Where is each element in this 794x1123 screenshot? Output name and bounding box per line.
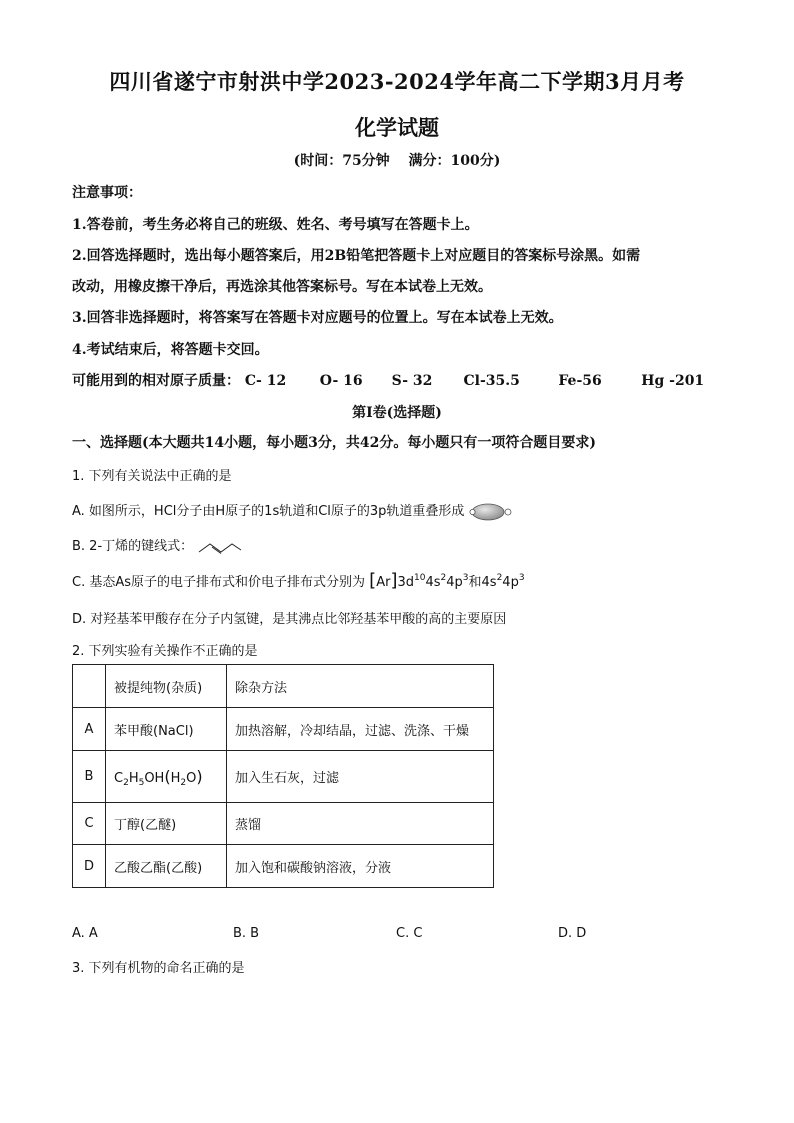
mass-s: S- 32 bbox=[391, 373, 433, 389]
q1-option-c: C. 基态As原子的电子排布式和价电子排布式分别为 $[Ar]3d^{10}4s^24p^3$和$4s^24p^3$ bbox=[72, 570, 525, 591]
mass-fe: Fe-56 bbox=[558, 373, 602, 389]
mass-hg: Hg -201 bbox=[641, 373, 705, 389]
2-butene-skeletal-icon bbox=[197, 539, 243, 555]
row-item: 丁醇(乙醚) bbox=[106, 803, 227, 845]
row-label: A bbox=[73, 708, 106, 751]
notice-item-1: 1.答卷前，考生务必将自己的班级、姓名、考号填写在答题卡上。 bbox=[72, 217, 479, 233]
row-method: 蒸馏 bbox=[227, 803, 494, 845]
orbital-overlap-icon bbox=[469, 502, 513, 522]
notice-item-3: 3.回答非选择题时，将答案写在答题卡对应题号的位置上。写在本试卷上无效。 bbox=[72, 310, 563, 326]
exam-title: 四川省遂宁市射洪中学2023-2024学年高二下学期3月月考 bbox=[109, 69, 685, 94]
row-method: 加热溶解，冷却结晶，过滤、洗涤、干燥 bbox=[227, 708, 494, 751]
table-header-cell bbox=[73, 665, 106, 708]
q2-option-c: C. C bbox=[396, 926, 423, 941]
q3-stem: 3. 下列有机物的命名正确的是 bbox=[72, 961, 245, 976]
q1-option-d: D. 对羟基苯甲酸存在分子内氢键，是其沸点比邻羟基苯甲酸的高的主要原因 bbox=[72, 612, 507, 627]
right-bracket: ] bbox=[390, 570, 398, 591]
notice-item-2: 2.回答选择题时，选出每小题答案后，用2B铅笔把答题卡上对应题目的答案标号涂黑。如需 bbox=[72, 248, 641, 264]
table-row bbox=[73, 751, 494, 803]
ethanol-water-formula: $C_2H_5OH(H_2O)$ bbox=[106, 751, 227, 803]
atomic-mass-line bbox=[72, 370, 704, 390]
table-header-row bbox=[73, 665, 494, 708]
subject-title: 化学试题 bbox=[355, 115, 439, 140]
row-label: C bbox=[73, 803, 106, 845]
row-item: 乙酸乙酯(乙酸) bbox=[106, 845, 227, 888]
mass-o: O- 16 bbox=[319, 373, 363, 389]
q1-option-a-text: A. 如图所示，HCl分子由H原子的1s轨道和Cl原子的3p轨道重叠形成 bbox=[72, 504, 465, 519]
row-method: 加入饱和碳酸钠溶液，分液 bbox=[227, 845, 494, 888]
atomic-mass-label: 可能用到的相对原子质量： bbox=[72, 373, 240, 389]
notice-item-2-cont: 改动，用橡皮擦干净后，再选涂其他答案标号。写在本试卷上无效。 bbox=[72, 279, 492, 295]
mass-c: C- 12 bbox=[244, 373, 287, 389]
q2-option-d: D. D bbox=[558, 926, 587, 941]
time-info: (时间：75分钟 满分：100分) bbox=[293, 153, 501, 169]
q1-stem: 1. 下列有关说法中正确的是 bbox=[72, 469, 232, 484]
notice-heading: 注意事项： bbox=[72, 185, 142, 201]
section-title: 第I卷(选择题) bbox=[352, 405, 442, 421]
row-label: D bbox=[73, 845, 106, 888]
row-method: 加入生石灰，过滤 bbox=[227, 751, 494, 803]
table-row bbox=[73, 708, 494, 751]
q1-option-b-text: B. 2-丁烯的键线式： bbox=[72, 539, 194, 554]
section-instructions: 一、选择题(本大题共14小题，每小题3分，共42分。每小题只有一项符合题目要求) bbox=[72, 435, 596, 451]
row-item: 苯甲酸(NaCl) bbox=[106, 708, 227, 751]
q2-stem: 2. 下列实验有关操作不正确的是 bbox=[72, 644, 258, 659]
table-row bbox=[73, 845, 494, 888]
q1-option-c-text: C. 基态As原子的电子排布式和价电子排布式分别为 bbox=[72, 575, 366, 590]
notice-item-4: 4.考试结束后，将答题卡交回。 bbox=[72, 342, 269, 358]
argon-core: Ar bbox=[376, 575, 391, 590]
mass-cl: Cl-35.5 bbox=[463, 373, 520, 389]
row-label: B bbox=[73, 751, 106, 803]
q2-option-b: B. B bbox=[233, 926, 260, 941]
table-header-cell: 除杂方法 bbox=[227, 665, 494, 708]
table-header-cell: 被提纯物(杂质) bbox=[106, 665, 227, 708]
q1-option-b bbox=[72, 535, 243, 555]
q1-option-c-and: 和 bbox=[468, 575, 482, 590]
q1-option-a bbox=[72, 500, 513, 522]
q2-table bbox=[72, 664, 494, 888]
table-row bbox=[73, 803, 494, 845]
left-bracket: [ bbox=[369, 570, 377, 591]
q2-option-a: A. A bbox=[72, 926, 98, 941]
